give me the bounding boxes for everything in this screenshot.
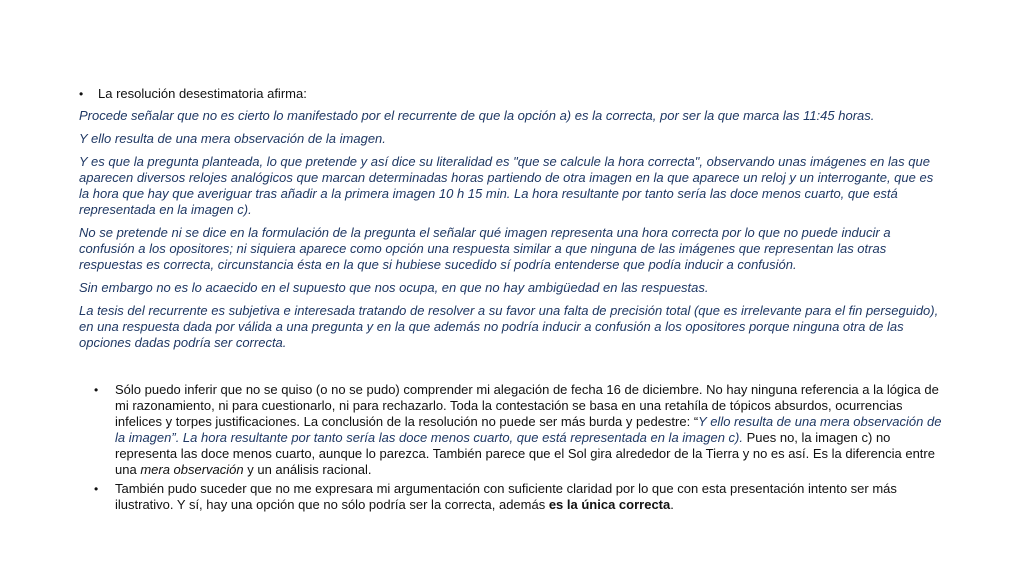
quote-paragraph-6: La tesis del recurrente es subjetiva e interesada tratando de resolver a su favor una falta de precisión total (que es irrelevante para el fin perseguido), en una respuesta dada por válida a una pregunta y en la que además no podría inducir a confusión a los opositores porque ninguna otra de las opciones dadas podría ser correcta. (79, 303, 939, 350)
text-segment: y un análisis racional. (243, 462, 372, 477)
quoted-excerpt: Y ello resulta de una mera observación de la imagen”. La hora resultante por tanto sería las doce menos cuarto, que está representada en la imagen c). (115, 414, 942, 445)
argument-bullet-2 (94, 481, 947, 513)
italic-phrase: mera observación (140, 462, 244, 477)
quote-paragraph-1: Procede señalar que no es cierto lo manifestado por el recurrente de que la opción a) es la correcta, por ser la que marca las 11:45 horas. (79, 108, 875, 123)
argument-bullet-1 (94, 382, 947, 478)
bullet-icon: • (94, 482, 99, 496)
bullet-icon: • (94, 383, 99, 397)
bold-phrase: es la única correcta (548, 497, 671, 512)
quoted-resolution-block (79, 86, 941, 358)
intro-text: La resolución desestimatoria afirma: (98, 86, 307, 101)
quote-paragraph-3: Y es que la pregunta planteada, lo que pretende y así dice su literalidad es "que se calcule la hora correcta", observando unas imágenes en las que aparecen diversos relojes analógicos que marcan determinadas horas partiendo de otra imagen en la que aparece un reloj y un interrogante, que es la hora que hay que averiguar tras añadir a la primera imagen 10 h 15 min. La hora resultante por tanto sería las doce menos cuarto, que está representada en la imagen c). (79, 154, 934, 217)
quote-paragraph-2: Y ello resulta de una mera observación de la imagen. (79, 131, 386, 146)
intro-bullet (79, 86, 941, 102)
quote-paragraph-4: No se pretende ni se dice en la formulación de la pregunta el señalar qué imagen representa una hora correcta por lo que no puede inducir a confusión a los opositores; ni siquiera aparece como opción una respuesta similar a que ninguna de las imágenes que representan las otras respuestas es correcta, circunstancia ésta en la que si hubiese sucedido sí podría entenderse que podía inducir a confusión. (79, 225, 891, 272)
text-segment: También pudo suceder que no me expresara mi argumentación con suficiente claridad por lo que con esta presentación intento ser más ilustrativo. Y sí, hay una opción que no sólo podría ser la correcta, además (115, 481, 897, 512)
argument-text-2 (115, 481, 947, 513)
argument-text-1 (115, 382, 947, 478)
text-segment: . (670, 497, 674, 512)
argument-block (94, 382, 947, 516)
text-segment: Pues no, la imagen c) no representa las doce menos cuarto, aunque lo parezca. También parece que el Sol gira alrededor de la Tierra y no es así. Es la diferencia entre una (115, 430, 935, 477)
bullet-icon: • (79, 87, 84, 101)
text-segment: Sólo puedo inferir que no se quiso (o no se pudo) comprender mi alegación de fecha 16 de diciembre. No hay ninguna referencia a la lógica de mi razonamiento, ni para cuestionarlo, ni para rechazarlo. Toda la contestación se basa en una retahíla de tópicos absurdos, ocurrencias infelices y torpes justificaciones. La conclusión de la resolución no puede ser más burda y pedestre: “ (115, 382, 939, 429)
quote-paragraph-5: Sin embargo no es lo acaecido en el supuesto que nos ocupa, en que no hay ambigüedad en las respuestas. (79, 280, 709, 295)
